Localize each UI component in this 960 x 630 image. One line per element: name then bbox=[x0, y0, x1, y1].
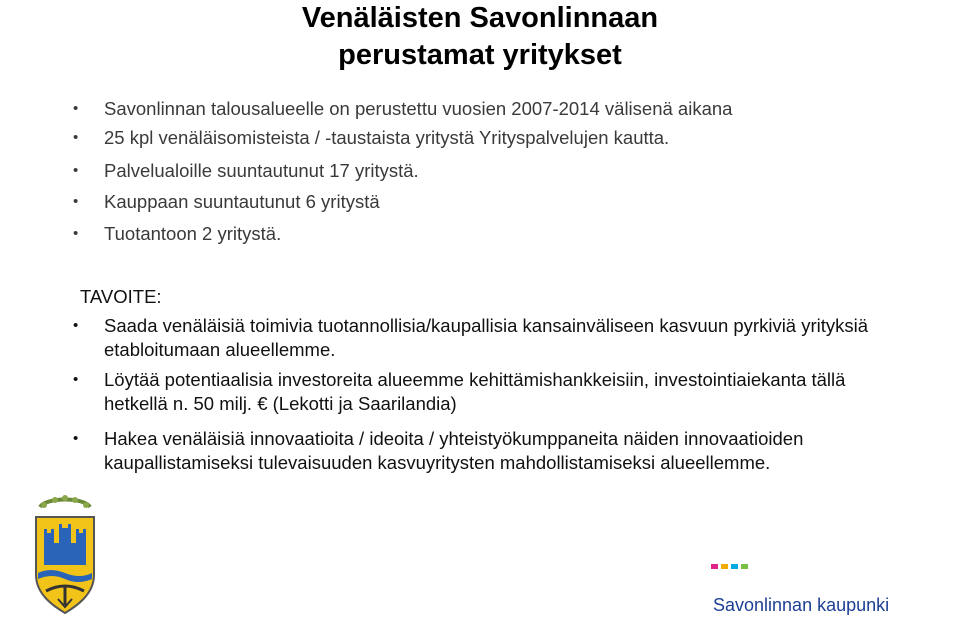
brand-name: Savonlinnan kaupunki bbox=[713, 595, 890, 615]
slide-title-line-2: perustamat yritykset bbox=[338, 39, 622, 71]
fact-bullet-4: • Kauppaan suuntautunut 6 yritystä bbox=[104, 190, 894, 214]
slide-title bbox=[0, 0, 960, 74]
goal-bullet-3: • Hakea venäläisiä innovaatioita / ideoita / yhteistyökumppaneita näiden innovaatioiden kaupallistamiseksi tulevaisuuden kasvuyritysten mahdollistamiseksi alueellemme. bbox=[104, 427, 894, 475]
city-coat-of-arms-icon bbox=[30, 495, 100, 617]
goal-bullet-2: • Löytää potentiaalisia investoreita alueemme kehittämishankkeisiin, investointiaiekanta tällä hetkellä n. 50 milj. € (Lekotti ja Saarilandia) bbox=[104, 368, 894, 416]
fact-bullet-5: • Tuotantoon 2 yritystä. bbox=[104, 222, 894, 246]
fact-bullet-1: • Savonlinnan talousalueelle on perustettu vuosien 2007-2014 välisenä aikana bbox=[104, 97, 894, 121]
brand-color-cyan bbox=[731, 564, 738, 569]
brand-color-yellow bbox=[721, 564, 728, 569]
fact-bullet-2: • 25 kpl venäläisomisteista / -taustaista yritystä Yrityspalvelujen kautta. bbox=[104, 126, 894, 150]
brand-color-green bbox=[741, 564, 748, 569]
fact-bullet-3: • Palvelualoille suuntautunut 17 yritystä. bbox=[104, 159, 894, 183]
slide-title-line-1: Venäläisten Savonlinnaan bbox=[301, 2, 659, 34]
goal-bullet-1: • Saada venäläisiä toimivia tuotannollisia/kaupallisia kansainväliseen kasvuun pyrkiviä yrityksiä etabloitumaan alueellemme. bbox=[104, 314, 894, 362]
brand-color-pink bbox=[711, 564, 718, 569]
goal-heading: TAVOITE: bbox=[80, 286, 162, 307]
